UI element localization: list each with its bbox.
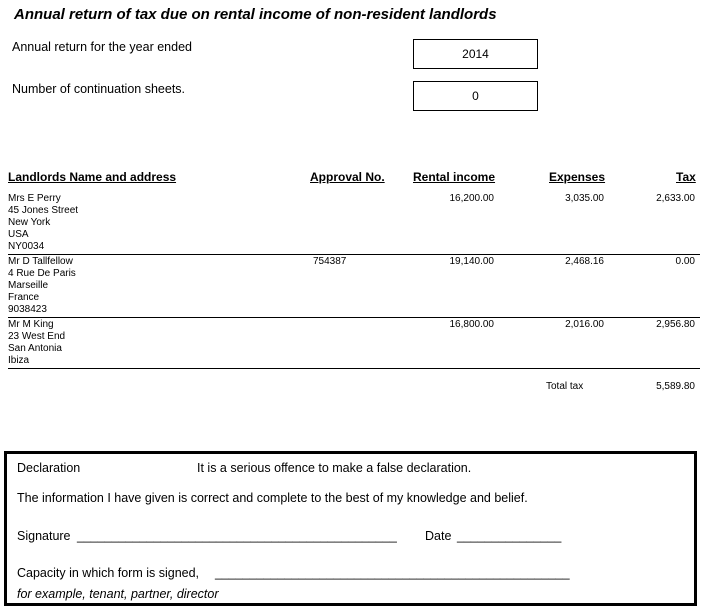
header-expenses: Expenses (549, 170, 606, 184)
capacity-label: Capacity in which form is signed, (17, 566, 200, 580)
expenses: 2,468.16 (565, 256, 604, 267)
address-line: 9038423 (8, 304, 47, 315)
landlord-address (8, 319, 65, 367)
header-name: Landlords Name and address (8, 170, 177, 184)
address-line: Mr M King (8, 319, 54, 330)
signature-field[interactable]: ______________________________________________ (77, 529, 397, 543)
header-tax: Tax (676, 170, 696, 184)
declaration-box (4, 451, 697, 606)
row-divider (8, 254, 700, 255)
landlord-address (8, 256, 76, 316)
address-line: Ibiza (8, 355, 30, 366)
date-field[interactable]: _______________ (457, 529, 562, 543)
address-line: 4 Rue De Paris (8, 268, 76, 279)
expenses: 3,035.00 (565, 193, 604, 204)
rental-income: 16,200.00 (449, 193, 494, 204)
declaration-statement: The information I have given is correct and complete to the best of my knowledge and belief. (17, 491, 528, 505)
address-line: NY0034 (8, 241, 45, 252)
declaration-heading: Declaration (17, 461, 81, 475)
header-rental: Rental income (413, 170, 496, 184)
address-line: San Antonia (8, 343, 62, 354)
tax: 2,956.80 (656, 319, 695, 330)
address-line: Marseille (8, 280, 49, 291)
header-approval: Approval No. (310, 170, 385, 184)
address-line: New York (8, 217, 51, 228)
continuation-sheets-field[interactable]: 0 (413, 81, 538, 111)
row-divider (8, 368, 700, 369)
capacity-field[interactable]: ___________________________________________________ (215, 566, 570, 580)
address-line: Mrs E Perry (8, 193, 61, 204)
address-line: France (8, 292, 40, 303)
tax: 2,633.00 (656, 193, 695, 204)
capacity-hint: for example, tenant, partner, director (17, 587, 219, 601)
address-line: 45 Jones Street (8, 205, 79, 216)
total-tax-value: 5,589.80 (656, 381, 695, 392)
year-label: Annual return for the year ended (12, 40, 192, 54)
address-line: USA (8, 229, 29, 240)
expenses: 2,016.00 (565, 319, 604, 330)
declaration-warning: It is a serious offence to make a false declaration. (197, 461, 472, 475)
signature-label: Signature (17, 529, 71, 543)
rental-income: 19,140.00 (449, 256, 494, 267)
form-title: Annual return of tax due on rental income of non-resident landlords (14, 6, 497, 23)
date-label: Date (425, 529, 452, 543)
year-field[interactable]: 2014 (413, 39, 538, 69)
rental-income: 16,800.00 (449, 319, 494, 330)
total-tax-label: Total tax (546, 381, 584, 392)
continuation-sheets-label: Number of continuation sheets. (12, 82, 186, 96)
address-line: 23 West End (8, 331, 66, 342)
row-divider (8, 317, 700, 318)
landlord-address (8, 193, 78, 253)
approval-number: 754387 (313, 256, 347, 267)
tax: 0.00 (675, 256, 695, 267)
address-line: Mr D Tallfellow (8, 256, 73, 267)
